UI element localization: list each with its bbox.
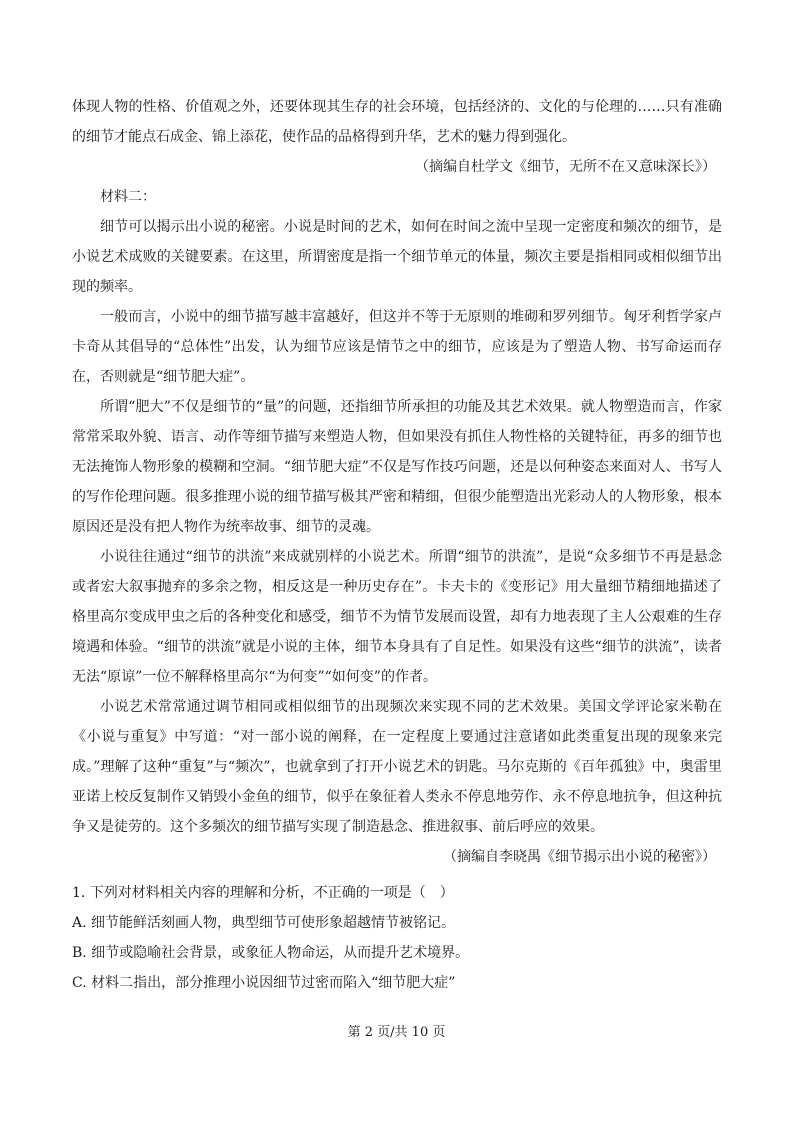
material2-paragraph-1: 细节可以揭示出小说的秘密。小说是时间的艺术，如何在时间之流中呈现一定密度和频次的细节，是小说艺术成败的关键要素。在这里，所谓密度是指一个细节单元的体量，频次主要是指相同或相似细节出现的频率。 [72,219,722,295]
material2-source: （摘编自李晓禺《细节揭示出小说的秘密》） [443,849,716,865]
material1-source: （摘编自杜学文《细节，无所不在又意味深长》） [415,159,716,175]
question-option-b: B. 细节或隐喻社会背景，或象征人物命运，从而提升艺术境界。 [72,945,470,961]
question-option-c: C. 材料二指出，部分推理小说因细节过密而陷入“细节肥大症” [72,975,456,991]
material1-tail-paragraph: 体现人物的性格、价值观之外，还要体现其生存的社会环境，包括经济的、文化的与伦理的……只有准确的细节才能点石成金、锦上添花，使作品的品格得到升华，艺术的魅力得到强化。 [72,99,722,145]
material2-paragraph-4: 小说往往通过“细节的洪流”来成就别样的小说艺术。所谓“细节的洪流”，是说“众多细节不再是悬念或者宏大叙事抛弃的多余之物，相反这是一种历史存在”。卡夫卡的《变形记》用大量细节精细地描述了格里高尔变成甲虫之后的各种变化和感受，细节不为情节发展而设置，却有力地表现了主人公艰难的生存境遇和体验。“细节的洪流”就是小说的主体，细节本身具有了自足性。如果没有这些“细节的洪流”，读者无法“原谅”一位不解释格里高尔“为何变”“如何变”的作者。 [72,549,722,685]
question-option-a: A. 细节能鲜活刻画人物，典型细节可使形象超越情节被铭记。 [72,915,456,931]
material2-heading: 材料二： [100,189,156,205]
page-number-footer: 第 2 页/共 10 页 [347,1025,446,1040]
material2-paragraph-3: 所谓“肥大”不仅是细节的“量”的问题，还指细节所承担的功能及其艺术效果。就人物塑造而言，作家常常采取外貌、语言、动作等细节描写来塑造人物，但如果没有抓住人物性格的关键特征，再多的细节也无法掩饰人物形象的模糊和空洞。“细节肥大症”不仅是写作技巧问题，还是以何种姿态来面对人、书写人的写作伦理问题。很多推理小说的细节描写极其严密和精细，但很少能塑造出光彩动人的人物形象，根本原因还是没有把人物作为统率故事、细节的灵魂。 [72,399,722,535]
document-body [72,92,722,998]
material2-paragraph-5: 小说艺术常常通过调节相同或相似细节的出现频次来实现不同的艺术效果。美国文学评论家米勒在《小说与重复》中写道：“对一部小说的阐释，在一定程度上要通过注意诸如此类重复出现的现象来完成。”理解了这种“重复”与“频次”，也就拿到了打开小说艺术的钥匙。马尔克斯的《百年孤独》中，奥雷里亚诺上校反复制作又销毁小金鱼的细节，似乎在象征着人类永不停息地劳作、永不停息地抗争，但这种抗争又是徒劳的。这个多频次的细节描写实现了制造悬念、推进叙事、前后呼应的效果。 [72,699,722,835]
material2-paragraph-2: 一般而言，小说中的细节描写越丰富越好，但这并不等于无原则的堆砌和罗列细节。匈牙利哲学家卢卡奇从其倡导的“总体性”出发，认为细节应该是情节之中的细节，应该是为了塑造人物、书写命运而存在，否则就是“细节肥大症”。 [72,309,722,385]
question-stem: 1. 下列对材料相关内容的理解和分析，不正确的一项是（ ） [72,885,454,901]
